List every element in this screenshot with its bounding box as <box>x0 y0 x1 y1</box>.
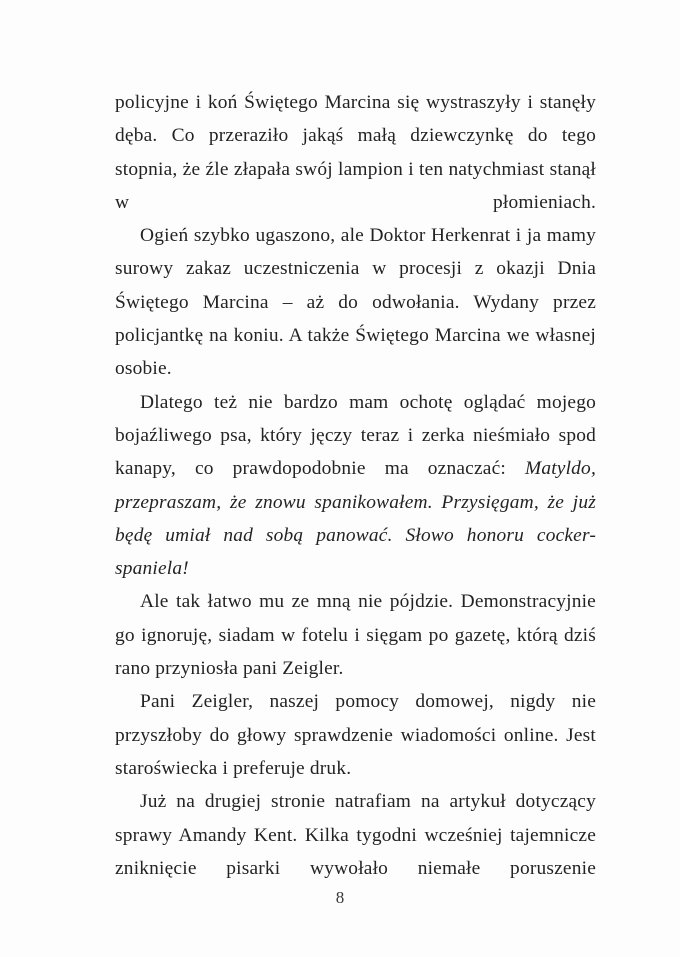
paragraph-5: Pani Zeigler, naszej pomocy domowej, nigdy nie przyszłoby do głowy sprawdzenie wiadomości online. Jest staroświecka i preferuje druk. <box>115 691 596 779</box>
paragraph-4: Ale tak łatwo mu ze mną nie pójdzie. Demonstracyjnie go ignoruję, siadam w fotelu i sięgam po gazetę, którą dziś rano przyniosła pani Zeigler. <box>115 591 596 680</box>
page-number: 8 <box>335 888 345 907</box>
paragraph-6: Już na drugiej stronie natrafiam na artykuł dotyczący sprawy Amandy Kent. Kilka tygodni wcześniej tajemnicze zniknięcie pisarki wywołało niemałe poruszenie <box>115 791 596 879</box>
paragraph-1: policyjne i koń Świętego Marcina się wystraszyły i stanęły dęba. Co przeraziło jakąś małą dziewczynkę do tego stopnia, że źle złapała swój lampion i ten natychmiast stanął w płomieniach. <box>115 92 596 213</box>
paragraph-3-roman-part: Dlatego też nie bardzo mam ochotę oglądać mojego bojaźliwego psa, który jęczy teraz i zerka nieśmiało spod kanapy, co prawdopodobnie ma oznaczać: <box>115 391 596 480</box>
paragraph-3-italic-quote: Matyldo, przepraszam, że znowu spanikowałem. Przysięgam, że już będę umiał nad sobą panować. Słowo honoru cocker-spaniela! <box>115 458 596 580</box>
page-text-block <box>115 86 596 885</box>
paragraph-3 <box>115 386 596 586</box>
paragraph-2: Ogień szybko ugaszono, ale Doktor Herkenrat i ja mamy surowy zakaz uczestniczenia w procesji z okazji Dnia Świętego Marcina – aż do odwołania. Wydany przez policjantkę na koniu. A także Świętego Marcina we własnej osobie. <box>115 225 596 380</box>
